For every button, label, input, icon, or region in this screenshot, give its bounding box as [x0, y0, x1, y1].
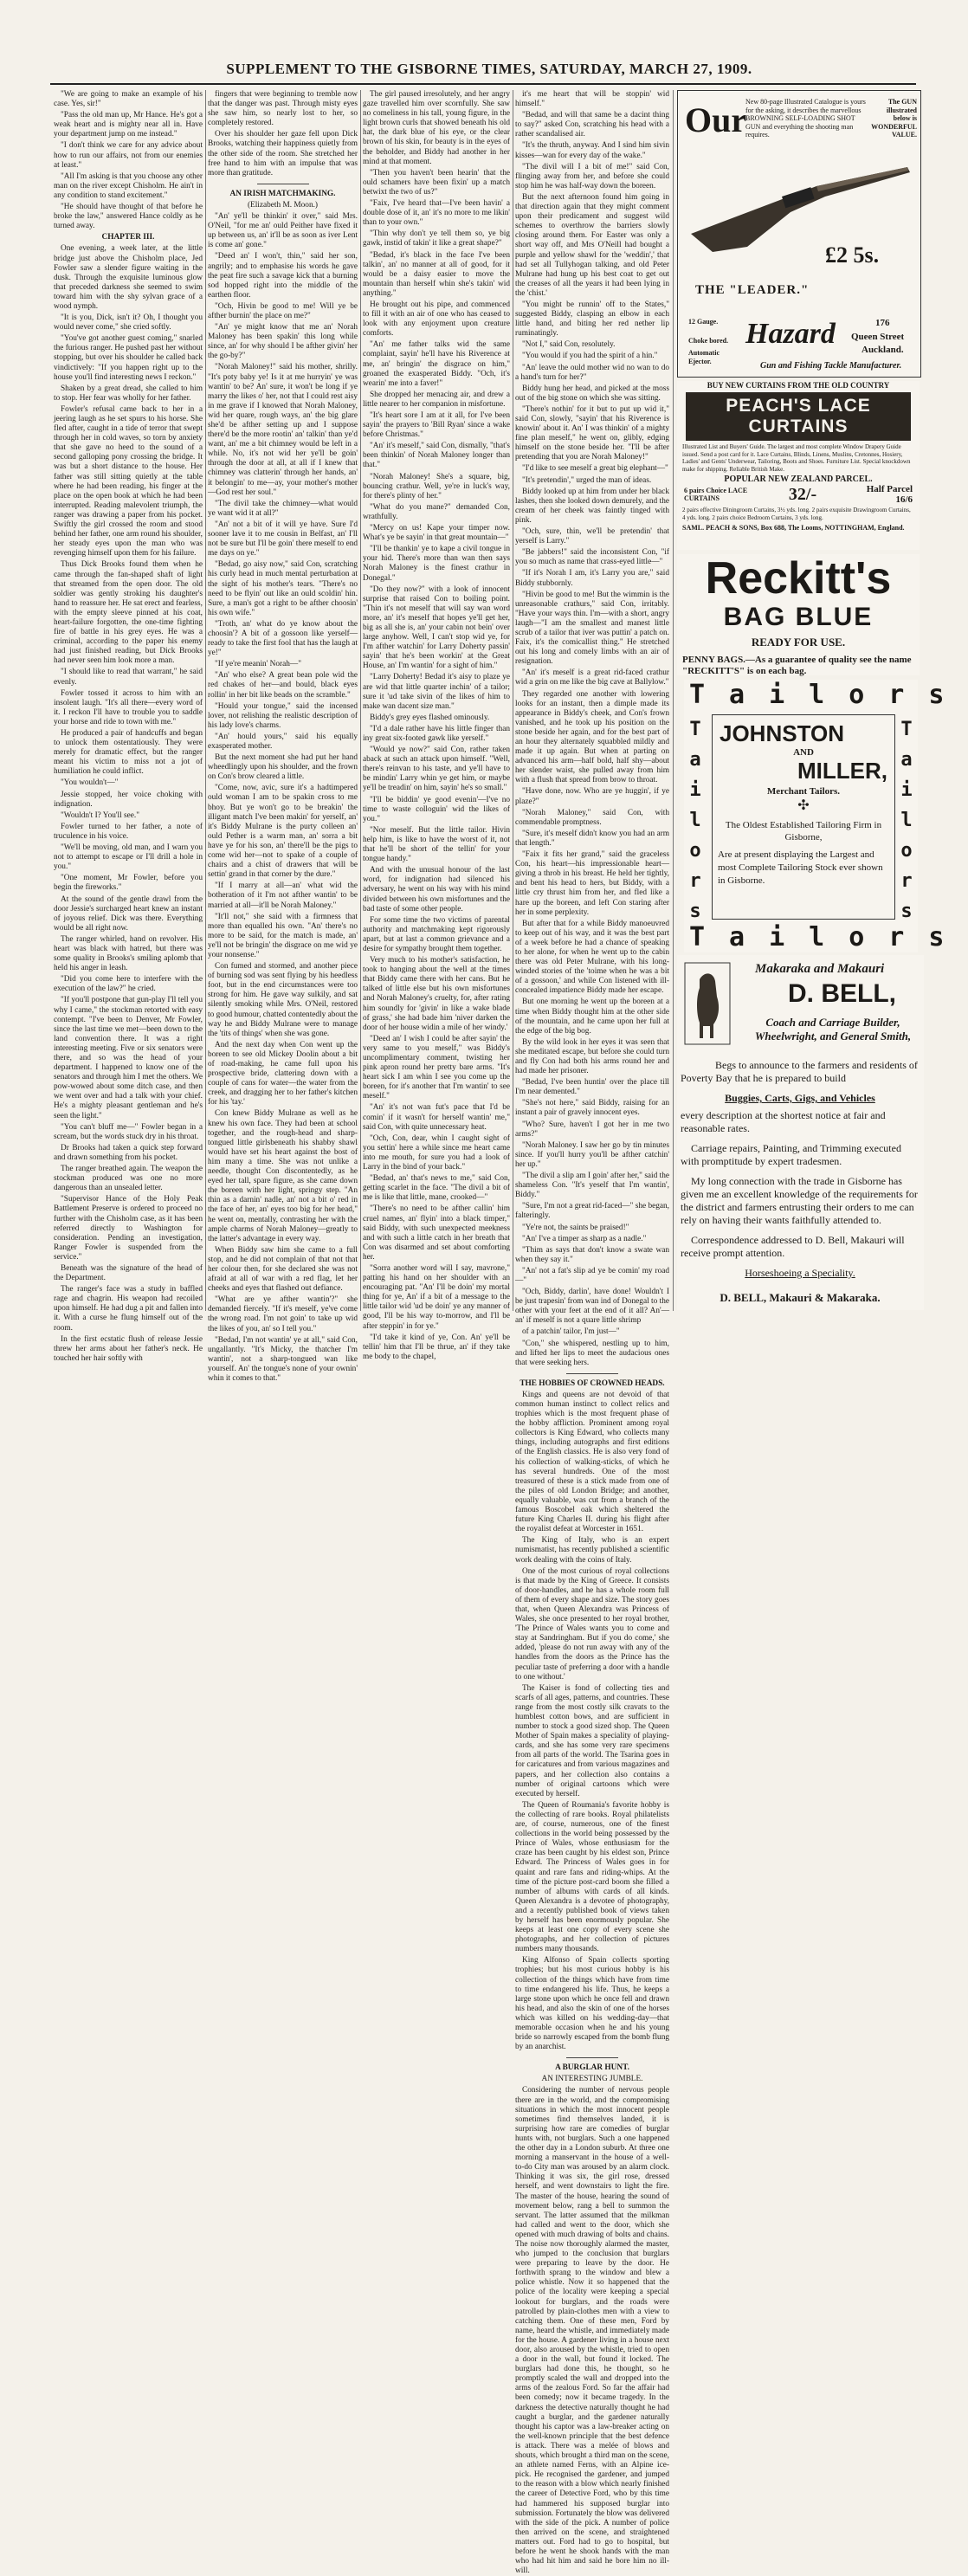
paragraph: One evening, a week later, at the little bridge just above the Chisholm place, Jed Fowler saw a slender figure waiting in the dusk. Through the exquisite luminous glow that preceded darkness she seemed to swim toward him with the shy sylvan grace of a wood nymph. — [54, 244, 203, 311]
paragraph: "Not I," said Con, resolutely. — [522, 340, 616, 350]
paragraph: "Sure, I'm not a great rid-faced—" she began, falteringly. — [515, 1202, 669, 1221]
ad-price: £2 5s. — [825, 242, 880, 268]
paragraph: For some time the two victims of parental authority and matchmaking kept rigorously apart, but at last a common grievance and a desire for sympathy brought them together. — [363, 915, 510, 953]
paragraph: "Bedad, I'm not wantin' ye at all," said Con, ungallantly. "It's Micky, the thatcher I'm wantin', not a sharp-tongued wan like yourself. An' the tongue's none of your ownin' whin it comes to that." — [208, 1335, 358, 1383]
paragraph: But the next afternoon found him going in that direction again that they might comment upon their predicament and suggest wild schemes to overthrow the barriers slowly closing around them. For Easter was only a short way off, and Mrs O'Neill had bought a purple and yellow shawl for the 'weddin',' that had set all Tullyhogan talking, and old Peter Mulrane had hung up his best coat to get out the creases of all the years it had been lying in the 'chist.' — [515, 192, 669, 298]
paragraph: "Och, Biddy, darlin', have done! Wouldn't I be just trapesin' from wan ind of Donegal to the other with your feet at the end of it all? An'—an' if meself is not a quare little shrimp — [515, 1288, 669, 1326]
paragraph: The ranger's face was a study in baffled rage and chagrin. His weapon had recoiled upon himself. He had dug a pit and fallen into it. With a curse he flung himself out of the room. — [54, 1285, 203, 1333]
paragraph: Con fumed and stormed, and another piece of burning sod was sent flying by his heedless foot, but in the end circumstances were too strong for him. He gave way sulkily, and sat silently smoking while Mrs. O'Neil, restored to good humour, chatted contentedly about the way he and Biddy Mulrane were to manage the 'tits of things' when she was gone. — [208, 962, 358, 1038]
paragraph: One of the most curious of royal collections is that made by the King of Greece. It consists of door-handles, and he has a whole room full of them of every shape and size. The story goes that, when Queen Alexandra was Princess of Wales, she once presented to her royal brother, 'The Prince of Wales wants you to come and stay at Sandringham. But if you do come,' she added, 'please do not run away with any of the handles from the doors as the Prince has the peculiar taste of preferring a door with a handle to one without.' — [515, 1566, 669, 1682]
paragraph: The Kaiser is fond of collecting ties and scarfs of all ages, patterns, and countries. These range from the most costly silk cravats to the humblest cotton bows, and are sufficient in number to stock a good sized shop. The Queen Mother of Spain makes a speciality of playing-cards, and she has some very rare specimens from all parts of the world. The Tsarina goes in for caricatures and from various magazines and papers, and her collection also contains a number of original cartoons which were executed by herself. — [515, 1683, 669, 1798]
paragraph: "Con," she whispered, nestling up to him, and lifted her lips to meet the audacious ones that were seeking hers. — [515, 1339, 669, 1367]
paragraph: "An' who else? A great bean pole wid the red chakes of her—and bould, black eyes rollin' in her bit like beads on the scramble." — [208, 671, 358, 700]
paragraph: Shaken by a great dread, she called to him to stop. Her fear was wholly for her father. — [54, 384, 203, 403]
column-2 — [208, 90, 358, 1383]
paragraph: Very much to his mother's satisfaction, he took to hanging about the well at the times that Biddy came there with her cans. But he talked of little else but his own misfortunes and Norah Maloney's cruelty, for, after rating him soundly for 'givin' in like a wake blade of grass,' she had bade him 'niver darken the door of her house widin a mile of her windy.' — [363, 956, 510, 1032]
story-paragraphs — [208, 212, 358, 1384]
ad-p6: Horseshoeing a Speciality. — [745, 1267, 855, 1279]
paragraph: Over his shoulder her gaze fell upon Dick Brooks, watching their happiness quietly from the other side of the room. She stretched her free hand to him with an impulse that was more than gratitude. — [208, 130, 358, 178]
ad-p4: My long connection with the trade in Gisborne has given me an excellent knowledge of the requirements for the district and farmers entrusting their orders to me can rely on having their wants faithfully attended to. — [681, 1175, 918, 1226]
paragraph: "Be jabbers!" said the inconsistent Con, "if you so much as name that crass-eyed little—" — [515, 548, 669, 567]
ad-name-2: MILLER, — [797, 758, 887, 784]
paragraph: "The divil take the chimney—what would ye want wid it at all?" — [208, 499, 358, 518]
paragraph: And with the unusual honour of the last word, for indignation had silenced his adversary, he went on his way with his mind divided between his own misfortunes and the bad taste of some other people. — [363, 866, 510, 914]
paragraph: In the first ecstatic flush of release Jessie threw her arms about her father's neck. He touched her hair softly with — [54, 1334, 203, 1363]
paragraph: "I'd like to see meself a great big elephant—" — [522, 464, 668, 474]
paragraph: "An' me father talks wid the same complaint, sayin' he'll have his Riverence at me, an' bringin' the disgrace on him," groaned the exasperated Biddy. "Och, it's wearin' me into a faver!" — [363, 340, 510, 388]
paragraph: "You might be runnin' off to the States," suggested Biddy, clasping an elbow in each little hand, and biting her red nether lip ruminatingly. — [515, 300, 669, 339]
paragraph: "An' ye'll be thinkin' it over," said Mrs. O'Neil, "for me an' ould Peither have fixed it up between us, an' it'll be as soon as iver Lent is come an' gone." — [208, 212, 358, 250]
paragraph: "The divil a slip am I goin' after her," said the shameless Con. "It's yeself that I'm wantin', Biddy." — [515, 1172, 669, 1200]
ad-p2: every description at the shortest notice at fair and reasonable rates. — [681, 1109, 886, 1134]
paragraph: "Faix, I've heard that—I've been havin' a double dose of it, an' it's no more to me likin' than to your own." — [363, 199, 510, 228]
ad-signature: D. BELL, Makauri & Makaraka. — [720, 1291, 881, 1304]
paragraph: Kings and queens are not devoid of that common human instinct to collect relics and trophies which is the most frequent phase of the hobby affliction. Prominent among royal collectors is King Edward, who collects many things, including autographs and first editions of the English classics. He is also very fond of his collection of walking-sticks, of which he has several hundreds. One of the most treasured of these is a stick made from one of the piles of old London Bridge; and another, equally valuable, was cut from a branch of the famous Boscobel oak which sheltered the future King Charles II. during his flight after the royalist defeat at Worcester in 1651. — [515, 1390, 669, 1534]
paragraph: Fowler turned to her father, a note of truculence in his voice. — [54, 822, 203, 841]
column-4 — [515, 90, 669, 2576]
story-paragraphs — [54, 244, 203, 1364]
paragraph: "It'll not," she said with a firmness that more than equalled his own. "An' there's no more to be said, for the match is made, an' ye'll not be bringin' the disgrace on me wid ye your nonsense." — [208, 912, 358, 959]
paragraph: "Thin why don't ye tell them so, ye big gawk, instid of takin' it like a great shape?" — [363, 229, 510, 249]
story-paragraphs — [363, 90, 510, 1362]
paragraph: "She's not here," said Biddy, raising for an instant a pair of gravely innocent eyes. — [515, 1099, 669, 1118]
paragraph: "Och, Con, dear, whin I caught sight of you settin' here a while since me heart came into me mouth, for sure you had a look of Larry in the bind of your back." — [363, 1133, 510, 1172]
paragraph: "Sure, it's meself didn't know you had an arm that length." — [515, 829, 669, 848]
paragraph: He produced a pair of handcuffs and began to unlock them ostentatiously. They were merely for dramatic effect, but the ranger meant his victim to miss not a jot of humiliation he could inflict. — [54, 729, 203, 777]
paragraph: "Then you haven't been hearin' that the ould schamers have been fixin' up a match betwixt the two of us?" — [363, 168, 510, 197]
story-paragraphs — [54, 90, 203, 231]
paragraph: "What do you mane?" demanded Con, wrathfully. — [363, 502, 510, 521]
paragraph: "Bedad, it's black in the face I've been talkin', an' no manner at all of good, for it would be a daisy easier to move the mountain than herself whin she's takin' wid anything." — [363, 250, 510, 298]
ad-name-1: JOHNSTON — [720, 720, 844, 746]
paragraph: Dr Brooks had taken a quick step forward and drawn something from his pocket. — [54, 1143, 203, 1162]
paragraph: "Hivin be good to me! But the wimmin is the unreasonable crathurs," said Con, irritably. "Have your ways thin. I'm—with a short, angry laugh—"I am the smallest and manest little scrub of a tailor that iver was puttin' a patch on. Faix, it's the comicallist thing." He stretched out his long and comely limbs with an air of resignation. — [515, 590, 669, 667]
paragraph: "I'd take it kind of ye, Con. An' ye'll be tellin' him that I'll be thrue, an' if they take me body to the chapel, — [363, 1333, 510, 1361]
horse-illustration — [684, 962, 731, 1045]
paragraph: "We are going to make an example of his case. Yes, sir!" — [54, 90, 203, 109]
paragraph: "Mercy on us! Kape your timper now. What's ye be sayin' in that great mountain—" — [363, 524, 510, 543]
paragraph: The girl paused irresolutely, and her angry gaze travelled him over scornfully. She saw no comeliness in his tall, young figure, in the light brown curls that showed beneath his old hat, the dark blue of his eye, or the clear brown of his skin, for beauty is in the eyes of the beholder, and Biddy had another in her mind at that moment. — [363, 90, 510, 166]
paragraph: "Supervisor Hance of the Holy Peak Battlement Preserve is ordered to proceed no further with the Chisholm case, as it has been referred directly to Washington for consideration. Pending an investigation, Ranger Fowler is suspended from the service." — [54, 1195, 203, 1262]
paragraph: "An' hould yours," said his equally exasperated mother. — [208, 732, 358, 751]
ad-p3: Carriage repairs, Painting, and Trimming executed with promptitude by expert tradesmen. — [681, 1142, 901, 1167]
paragraph: "You wouldn't—" — [61, 778, 119, 788]
paragraph: "An' leave the ould mother wid no wan to do a hand's turn for her?" — [515, 363, 669, 382]
ad-p2: Are at present displaying the Largest and most Complete Tailoring Stock ever shown in Gisborne. — [718, 849, 883, 886]
paragraph: Jessie stopped, her voice choking with indignation. — [54, 790, 203, 809]
paragraph: They regarded one another with lowering looks for an instant, then a dimple made its appearance in Biddy's cheek, and Con's frown vanished, and he took up his position on the stone beside her again, and for the best part of an hour they alternately squabbled mildly and made it up again. But when at parting on advanced his arm—half bold, half shy—about her slender waist, she pulled away from him with a flush that spread from brow to throat. — [515, 689, 669, 785]
paragraph: Beneath was the signature of the head of the Department. — [54, 1263, 203, 1283]
paragraph: "If ye're meanin' Norah—" — [215, 660, 301, 669]
column-rule — [673, 90, 674, 1311]
ad-gauge: 12 Gauge. — [688, 318, 719, 326]
paragraph: "It's the thruth, anyway. And I sind him sivin kisses—wan for every day of the wake." — [515, 141, 669, 160]
paragraph: "Do they now?" with a look of innocent surprise that raised Con to boiling point. "Thin it's not meself that will say wan word more, an' it's meself that hopes ye'll get her, big as all she is, an' your cabin not bein' over large anyhow. Well, I can't stop wid ye, for I'm afther watchin' for Larry Doherty passin' sayin' that he's been workin' at the Great House, an' I'm wantin' for a sight of him." — [363, 584, 510, 671]
ad-p5: Correspondence addressed to D. Bell, Makauri will receive prompt attention. — [681, 1234, 905, 1259]
paragraph: "Hould your tongue," said the incensed lover, not relishing the realistic description of his lady love's charms. — [208, 701, 358, 730]
paragraph: "An' it's meself is a great rid-faced crathur wid a grin on me like the big cave at Ballylow." — [515, 668, 669, 688]
ad-trade: Coach and Carriage Builder, Wheelwright, and General Smith, — [754, 1016, 912, 1043]
paragraph: "Bedad, and will that same be a dacint thing to say?" asked Con, scratching his head with a rather scandalised air. — [515, 111, 669, 139]
ad-ready: READY FOR USE. — [751, 636, 846, 649]
peach-curtains-advertisement — [677, 381, 920, 550]
frame-word-right: T a i l o r s — [900, 719, 913, 922]
ad-parcel-half: Half Parcel 16/6 — [866, 484, 913, 505]
paragraph: "Bedad, I've been huntin' over the place till I'm near demented." — [515, 1078, 669, 1097]
paragraph: "Norah Maloney! She's a square, big, bouncing crathur. Well, ye're in luck's way, for there's plinty of her." — [363, 472, 510, 500]
column-3 — [363, 90, 510, 1361]
paragraph: "An' it's meself," said Con, dismally, "that's been thinkin' of Norah Maloney longer than that." — [363, 442, 510, 470]
paragraph: She dropped her menacing air, and drew a little nearer to her companion in misfortune. — [363, 390, 510, 409]
ad-role: Merchant Tailors. — [766, 786, 841, 797]
paragraph: "Och, Hivin be good to me! Will ye be afther burnin' the place on me?" — [208, 301, 358, 320]
paragraph: "One moment, Mr Fowler, before you begin the fireworks." — [54, 874, 203, 893]
paragraph: King Alfonso of Spain collects sporting trophies; but his most curious hobby is his collection of the things which have from time to time endangered his life. Thus, he keeps a large stone upon which he once fell and drawn his head, and also the skin of one of the horses which was killed on his wedding-day—that memorable occasion when he and his young bride so narrowly escaped from the bomb flung by an anarchist. — [515, 1956, 669, 2052]
paragraph: The Queen of Roumania's favorite hobby is the collecting of rare books. Royal philatelists are, of course, numerous, one of the finest collections in the world being possessed by the Prince of Wales, whose enthusiasm for the craze has been caught by his eldest son, Prince Edward. The Princess of Wales goes in for quaint and rare fans and riding-whips. At the time of the picture post-card boom she filled a number of albums with cards of all kinds. Queen Alexandra is a devotee of photography, and a recently published book of views taken by herself has been enormously popular. She keeps at least one copy of every scene she photographs, and her collection of pictures numbers many thousands. — [515, 1800, 669, 1954]
paragraph: But one morning he went up the boreen at a time when Biddy thought him at the other side of the mountain, and he came upon her full at the edge of the big bog. — [515, 997, 669, 1036]
paragraph: "Come, now, avic, sure it's a hadtimpered ould woman I am to be spakin cross to me bhoy. But ye won't go to be breakin' the illigant match I've been makin' for yerself, an' it's Biddy Mulrane is the purty colleen an' ould Pether is a warm man, an' sorra a bit have ye for his son, an' there'll be the pigs to come wid her—not to spake of a couple of chairs and a chist of drawers that will be settin' grand in that corner by the dure." — [208, 784, 358, 880]
paragraph: "It's pretendin'," urged the man of ideas. — [522, 475, 652, 485]
ad-tagline: Gun and Fishing Tackle Manufacturer. — [760, 361, 902, 371]
paragraph: fingers that were beginning to tremble now that the danger was past. Through misty eyes she saw him, so nearly lost to her, so completely restored. — [208, 90, 358, 128]
paragraph: "He should have thought of that before he broke the law," answered Hance coldly as he turned away. — [54, 203, 203, 231]
paragraph: "Larry Doherty! Bedad it's aisy to plaze ye are wid that little quarter inchin' of a tailor; sure it 'ud take sivin of the likes of him to make wan dacent size man." — [363, 673, 510, 711]
ad-big-word: Our — [685, 100, 747, 139]
paragraph: "Thim as says that don't know a swate wan when they say it." — [515, 1245, 669, 1264]
ad-parcel-price: 32/- — [788, 484, 817, 504]
ad-place: Makaraka and Makauri — [755, 962, 885, 976]
paragraph: At the sound of the gentle drawl from the door Jessie's surcharged heart knew an instant of joyous relief. Dick was there. Everything would be all right now. — [54, 894, 203, 933]
ad-brand: Hazard — [745, 318, 836, 350]
paragraph: But after that for a while Biddy manoeuvred to keep out of his way, and it was the best part of a week before he had a chance of speaking to her alone, for when he went up to the cabin there was old Peter Mulrane, with his long-winded stories of the 'toime when he was a bit of a gossoon,' and while Con listened with ill-concealed impatience Biddy made her escape. — [515, 919, 669, 996]
paragraph: The ranger whirled, hand on revolver. His heart was black with hatred, but there was some quality in Brooks's smiling aplomb that held his anger in leash. — [54, 934, 203, 973]
paragraph: "It is you, Dick, isn't it? Oh, I thought you would never come," she cried softly. — [54, 313, 203, 332]
paragraph: By the wild look in her eyes it was seen that she meditated escape, but before she could turn and fly Con had both his arms round her and had made her prisoner. — [515, 1037, 669, 1076]
paragraph: "Faix it fits her grand," said the graceless Con, his heart—his impressionable heart—giving a throb in his breast. He held her tightly, and bent his head to hers, but Biddy, with a little cry thrust him from her, and fled like a hare up the boreen, and left Con staring after her in some perplexity. — [515, 850, 669, 917]
paragraph: "It's heart sore I am at it all, for I've been sayin' the prayers to 'Bill Ryan' since a wake before Christmas." — [363, 411, 510, 440]
paragraph: He brought out his pipe, and commenced to fill it with an air of one who has ceased to look with any enjoyment upon creature comforts. — [363, 300, 510, 339]
paragraph: "There's nothin' for it but to put up wid it," said Con, slowly, "sayin' that his Riverence is knowin' about it. An' I was thinkin' of a mighty fine plan meself," he went on, glibly, edging himself on the stone beside her. "I'll be after pretending that you are Norah Maloney!" — [515, 404, 669, 462]
paragraph: "I'll be thankin' ye to kape a civil tongue in your hid. There's more than wan then says Norah Maloney is the finest crathur in Donegal." — [363, 545, 510, 583]
ad-copy: Illustrated List and Buyers' Guide. The largest and most complete Window Drapery Guide issued. Send a post card for it. Lace Curtains, Blinds, Linens, Muslins, Cretonnes, Hosiery, Ladies' and Gents' Underwear, Tailoring, Boots and Shoes. Furniture List. Special knockdown make for shipping. Reliable British Make. — [682, 443, 911, 473]
d-bell-advertisement — [677, 955, 924, 1310]
column-1 — [54, 90, 203, 1363]
paragraph: The ranger breathed again. The weapon the stockman produced was one no more dangerous than an unsealed letter. — [54, 1165, 203, 1193]
reckitt-advertisement — [677, 554, 920, 675]
ad-parcel-title: POPULAR NEW ZEALAND PARCEL. — [724, 475, 873, 484]
tailors-box — [712, 714, 895, 920]
paragraph: "Wouldn't I? You'll see." — [61, 810, 140, 820]
ad-line: PENNY BAGS.—As a guarantee of quality see the name "RECKITT'S" is on each bag. — [682, 655, 912, 676]
paragraph: "An' not a fat's slip ad ye be comin' my road—" — [515, 1266, 669, 1285]
paragraph: it's me heart that will be stoppin' wid himself." — [515, 90, 669, 109]
ad-footer: SAML. PEACH & SONS, Box 688, The Looms, NOTTINGHAM, England. — [682, 524, 905, 532]
paragraph: "You would if you had the spirit of a hin." — [522, 352, 658, 361]
ad-top-line: BUY NEW CURTAINS FROM THE OLD COUNTRY — [707, 381, 890, 390]
ad-parcel-lines: 2 pairs effective Diningroom Curtains, 3½ yds. long. 2 pairs exquisite Drawingroom Curtains, 4 yds. long. 2 pairs choice Bedroom Curtains, 3 yds. long. — [682, 507, 911, 521]
ad-parcel-left: 6 pairs Choice LACE CURTAINS — [684, 487, 748, 502]
paragraph: "Ye're not, the saints be praised!" — [522, 1223, 629, 1232]
paragraph: Biddy's grey eyes flashed ominously. — [370, 713, 490, 722]
paragraph: "Deed an' I won't, thin," said her son, angrily; and to emphasise his words he gave the peat fire such a savage kick that a burning sod hopped right into the middle of the earthen floor. — [208, 252, 358, 300]
paragraph: Biddy looked up at him from under her black lashes, then she looked down demurely, and the cream of her cheek was faintly tinged with pink. — [515, 487, 669, 525]
paragraph: Considering the number of nervous people there are in the world, and the compromising situations in which the most innocent people sometimes find themselves landed, it is surprising how rare are comedies of burglar hunts with, not burglars. Such a one happened the other day in a London suburb. At three one morning a manservant in the house of a well-to-do City man was aroused by an alarm clock. Thinking it was six, the girl rose, dressed herself, and went downstairs to light the fire. The master of the house, hearing the sound of movement below, rang a bell to summon the servant. The latter assumed that the milkman had called and went to the door, which she opened with much drawing of bolts and chains. The noise now thoroughly alarmed the master, who jumped to the conclusion that burglars were preparing to leave by the door. He forthwith sprang to the window and blew a police whistle. Now it so happened that the police of the locality were keeping a special lookout for burglars, and the roads were patrolled by plain-clothes men with a view to catching them. One of these men, Ford by name, heard the whistle, and immediately made for the house. A gardener living in a house next door, also aroused by the whistle, tried to open a door in the wall, but found it locked. The burglars had done this, he thought, so he promptly scaled the wall and dropped into the arms of the zealous Ford. So far the affair had been comedy; now it became tragedy. In the darkness the detective naturally thought he had caught a burglar, and the gardener naturally thought his captor was a law-breaker acting on the well-known principle that the best defence is attack. There was a melée of blows and shouts, which brought a third man on the scene, an athlete named Ferns, with an Alpine ice-pick. He recognised the gardener, and jumped to the reason with a blow which nearly finished the career of Detective Ford, who by this time had hammered his supposed burglar into submission. Fortunately the blow was delivered with the side of the pick. A number of police then arrived on the scene, and straightened matters out. Ford had to go to hospital, but before he went he shook hands with the man who had hit him and said he bore him no ill-will. — [515, 2086, 669, 2576]
shotgun-illustration — [687, 152, 912, 255]
paragraph: "Pass the old man up, Mr Hance. He's got a weak heart and is mighty near all in. Have your department jump on me instead." — [54, 111, 203, 139]
paragraph: "Norah Maloney!" said his mother, shrilly. "It's poty baby ye! Is it at me hurryin' ye was wantin' to be? An' sure, it won't be long if ye marry the likes o' her, not that I could rest aisy in me grave if I knowed that Norah Maloney, wid her quare, rough ways, an' the big glare she'd be afther setting up and I suppose there'd be the more rootin' an' talkin' than ye'd want, an' me a bit chimney would be left in a while. No, it's not wid her ye'll be goin' through the door at all, at all if I knew that chimney was clatterin' through her hands, an' it belongin' to me—ay, your mother's mother—God rest her soul." — [208, 363, 358, 497]
paragraph: "Nor meself. But the little tailor. Hivin help him, is like to have the worst of it, not that he'll be short of the tellin' for your tongue handy." — [363, 825, 510, 864]
top-rule — [50, 83, 916, 85]
paragraph: "I'll be biddin' ye good evenin'—I've no time to waste colloguin' wid the likes of you." — [363, 795, 510, 823]
paragraph: "Och, sure, thin, we'll be pretendin' that yerself is Larry." — [515, 527, 669, 546]
frame-word-left: T a i l o r s — [689, 719, 701, 922]
ad-model: THE "LEADER." — [695, 283, 810, 297]
column-rule — [360, 90, 361, 1311]
ad-brand: Reckitt's — [705, 553, 892, 604]
paragraph: "Bedad, go aisy now," said Con, scratching his curly head in much mental perturbation at the sight of his mother's tears. "There's no need to be flyin' out like an ould scoldin' hin. Sure, a man's got a right to be afther choosin' his own wife." — [208, 560, 358, 617]
ad-p1: The Oldest Established Tailoring Firm in Gisborne, — [725, 820, 882, 843]
paragraph: "You can't bluff me—" Fowler began in a scream, but the words stuck dry in his throat. — [54, 1122, 203, 1141]
ad-street-number: 176 — [875, 318, 890, 328]
johnston-miller-advertisement — [684, 680, 968, 952]
ad-ejector: Automatic Ejector. — [688, 349, 720, 365]
paragraph: "Have done, now. Who are ye huggin', if ye plaze?" — [515, 787, 669, 806]
article-heading: AN IRISH MATCHMAKING. — [229, 189, 336, 198]
paragraph: Con knew Biddy Mulrane as well as he knew his own face. They had been at school together, and the rough-head and sharp-tongued little girlsbeneath his shabby shawl would have set his heart against the bost of him many a time. She was not unlike a needle, thought Con discontentedly, as he eyed her tall, spare figure, as she came down the boreen with her light, springy step. "An thin as a darnin' nadle, an' not a bit o' red in the face of her, an' eyes too big for her head," he went on, mentally, contrasting her with the ample charms of Norah Maloney—greatly to the latter's advantage in every way. — [208, 1109, 358, 1243]
paragraph: of a patchin' tailor, I'm just—" — [522, 1327, 620, 1337]
paragraph: "You've got another guest coming," snarled the furious ranger. He pushed past her without stopping, but over his shoulder he called back vindictively: "If you happen right up to the house you'll find interesting news I reckon." — [54, 334, 203, 382]
paragraph: "Sorra another word will I say, mavrone," patting his hand on her shoulder with an encouraging pat. "An' I'll be doin' my mortal thing for ye, An' if a bit of a message to the little tailor wid 'ud be doin' ye any manner of good, I'll be his way to-morrow, and I'll be after steppin' in for ye." — [363, 1263, 510, 1331]
ad-side-note: The GUN illustrated below is WONDERFUL VALUE. — [871, 98, 917, 139]
paragraph: "Who? Sure, haven't I got her in me two arms?" — [515, 1120, 669, 1139]
ornament-icon: ✣ — [797, 798, 810, 813]
story-paragraphs — [515, 90, 669, 1326]
ad-p1: Begs to announce to the farmers and residents of Poverty Bay that he is prepared to build — [681, 1059, 918, 1084]
paragraph: Fowler tossed it across to him with an insolent laugh. "It's all there—every word of it. I reckon I'll have to trouble you to saddle your horse and ride to town with me." — [54, 688, 203, 726]
ad-parcel-row — [684, 484, 913, 505]
paragraph: "If it's Norah I am, it's Larry you are," said Biddy stubbornly. — [515, 569, 669, 588]
paragraph: "An' not a bit of it will ye have. Sure I'd sooner lave it to me cousin in Belfast, an' I'll not be sure but I'll be goin' there meself to end me days on ye." — [208, 520, 358, 558]
ad-copy: New 80-page Illustrated Catalogue is yours for the asking, it describes the marvellous BROWNING SELF-LOADING SHOT GUN and everything the shooting man requires. — [745, 98, 866, 139]
ad-and: AND — [793, 747, 814, 758]
ad-product: BAG BLUE — [723, 603, 874, 631]
article-subheading: AN INTERESTING JUMBLE. — [541, 2075, 643, 2084]
chapter-heading: CHAPTER III. — [101, 233, 155, 242]
paragraph: "Would ye now?" said Con, rather taken aback at such an attack upon himself. "Well, there's reinvan to his taste, and ye'll have to be mindin' Larry whin ye get him, or maybe ye'll be treadin' on him, sayin' he's so small." — [363, 746, 510, 793]
paragraph: But the next moment she had put her hand wheedlingly upon his shoulder, and the frown on Con's brow cleared a little. — [208, 753, 358, 782]
ad-city: Auckland. — [862, 345, 904, 355]
column-rule — [205, 90, 206, 1311]
hazard-gun-advertisement — [677, 90, 921, 378]
ad-vehicles: Buggies, Carts, Gigs, and Vehicles — [725, 1092, 875, 1104]
paragraph: "All I'm asking is that you choose any other man on the river except Chisholm. He ain't in any condition to stand excitement." — [54, 171, 203, 200]
story-paragraphs — [208, 90, 358, 178]
paragraph: "An' ye might know that me an' Norah Maloney has been spakin' this long while since, an' for why should I be afther givin' her the go-by?" — [208, 323, 358, 361]
paragraph: "We'll be moving, old man, and I warn you not to attempt to escape or I'll drill a hole in you." — [54, 843, 203, 872]
paragraph: The King of Italy, who is an expert numismatist, has recently published a scientific work dealing with the coins of Italy. — [515, 1536, 669, 1565]
paragraph: "Bedad, an' that's news to me," said Con, getting scarlet in the face. "The divil a bit of me is like that little, mane, crooked—" — [363, 1174, 510, 1203]
frame-word-top: Tailors — [689, 680, 968, 710]
masthead: SUPPLEMENT TO THE GISBORNE TIMES, SATURDAY, MARCH 27, 1909. — [226, 61, 752, 77]
paragraph: "I should like to read that warrant," he said evenly. — [54, 668, 203, 687]
paragraph: "If you'll postpone that gun-play I'll tell you why I came," the stockman retorted with easy contempt. "I've been to Denver, Mr Fowler, since the last time we met—been down to the land convention there. It was a right interesting meeting. Five or six senators were there, and so was the head of your department. I happened to know one of the senators and through him I met the others. We pow-wowed about some ditch case, and then we went over and had a talk with your chief. He's a mighty pleasant gentleman and he's seen the light." — [54, 996, 203, 1120]
ad-banner: PEACH'S LACE CURTAINS — [686, 392, 911, 441]
paragraph: "If I marry at all—an' what wid the botheration of it I'm not afther wantin' to be married at all—it'll be Norah Maloney." — [208, 881, 358, 910]
ad-choke: Choke bored. — [688, 337, 729, 345]
paragraph: "Deed an' I wish I could be after sayin' the very same to you meself," was Biddy's uncomplimentary comment, twisting her pink apron round her pretty bare arms. "It's heart sick I am whin I see you come up the boreen, for it's another that I'm wantin' to see meself." — [363, 1034, 510, 1101]
article-byline: (Elizabeth M. Moon.) — [247, 200, 319, 210]
paragraph: "What are ye afther wantin'?" she demanded fiercely. "If it's meself, ye've come the wrong road. I'm not goin' to take up wid the likes of you, an' so I tell you." — [208, 1295, 358, 1333]
paragraph: Biddy hung her head, and picked at the moss out of the big stone on which she was sitting. — [515, 384, 669, 403]
section-separator — [566, 2057, 618, 2058]
paragraph: "Did you come here to interfere with the execution of the law?" he cried. — [54, 975, 203, 994]
paragraph: "I'd a dale rather have his little finger than iny great six-footed gawk like yerself." — [363, 724, 510, 743]
paragraph: When Biddy saw him she came to a full stop, and he did not complain of that not that her colour then, for she declared she was not afraid at all of war with a red flag, let her cheeks and eyes that flashed out defiance. — [208, 1245, 358, 1294]
paragraph: "There's no need to be afther callin' him cruel names, an' flyin' into a black timper," said Biddy, with such unexpected meekness and with such a little catch in her breath that Con was disarmed and set about comforting her. — [363, 1204, 510, 1262]
paragraph: "I don't think we care for any advice about how to run our affairs, not from our enemies at least." — [54, 141, 203, 170]
ad-street: Queen Street — [851, 332, 905, 342]
paragraph: And the next day when Con went up the boreen to see old Mickey Doolin about a bit of road-making, he came full upon his prospective bride, clattering down with a couple of cans for water—the water from the creek, and dragging her to her father's kitchen for his 'tay.' — [208, 1040, 358, 1107]
section-separator — [566, 1373, 618, 1374]
paragraph: "An' it's not wan fut's pace that I'd be comin' if it wasn't for herself wantin' me," said Con, with quite unnecessary heat. — [363, 1103, 510, 1132]
paragraph: "Troth, an' what do ye know about the choosin'? A bit of a gossoon like yerself—ready to take the first fool that has the laugh at ye!" — [208, 619, 358, 658]
paragraph: "Norah Maloney. I saw her go by tin minutes since. If you'll hurry you'll be afther catchin' her up." — [515, 1140, 669, 1169]
paragraph: "The divil will I a bit of me!" said Con, flinging away from her, and before she could stop him he was half-way down the boreen. — [515, 162, 669, 190]
paragraph: Thus Dick Brooks found them when he came through the fan-shaped shaft of light that streamed from the open door. The old soldier was gently stroking his daughter's hand to reassure her. He sat erect and fearless, with the empty sleeve pinned at his coat, heart-failure forgotten, the one-time fighting fire of battle in his grey eyes. He was a criminal, according to the paper his enemy had just finished reading, but Dick Brooks had never seen him look more a man. — [54, 560, 203, 666]
article-heading: A BURGLAR HUNT. — [555, 2063, 629, 2073]
paragraph: Fowler's refusal came back to her in a jeering laugh as he set spurs to his horse. She fled after, caught in a tide of terror that swept through her in cold waves, so torn by anxiety that she gave no heed to the sound of a second galloping pony crossing the bridge. It was but a short distance to the house. Her father was still sitting quietly at the table where he had been reading, his finger at the place on the open book at which he had been interrupted. Reading malevolent triumph, the ranger was drawing a paper from his pocket. Swiftly the girl crossed the room and stood behind her father, one arm round his shoulder, her steady eyes upon the man who was revenging himself upon them for his failure. — [54, 404, 203, 558]
frame-word-bottom: Tailors — [689, 922, 968, 952]
paragraph: "Norah Maloney," said Con, with commendable promptness. — [515, 808, 669, 827]
article-heading: THE HOBBIES OF CROWNED HEADS. — [519, 1378, 665, 1388]
paragraph: "An' I've a timper as sharp as a nadle." — [522, 1234, 647, 1243]
ad-name: D. BELL, — [788, 979, 896, 1008]
